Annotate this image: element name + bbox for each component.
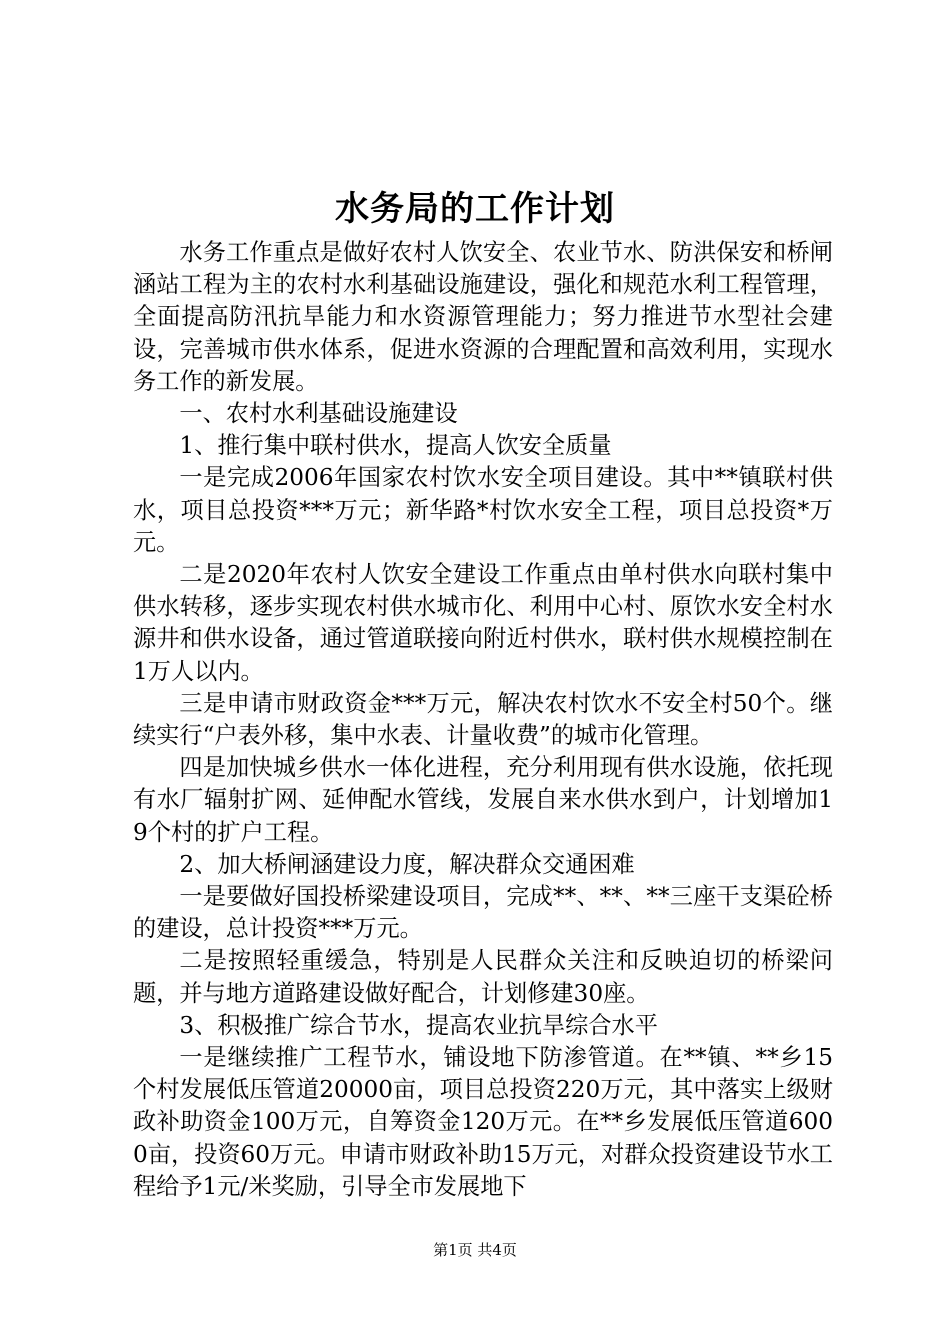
document-title: 水务局的工作计划 xyxy=(335,189,615,229)
subsection-heading-1: 1、推行集中联村供水，提高人饮安全质量 xyxy=(179,432,612,460)
subsection-heading-3: 3、积极推广综合节水，提高农业抗旱综合水平 xyxy=(179,1011,658,1039)
paragraph-item: 三是申请市财政资金***万元，解决农村饮水不安全村50个。继续实行“户表外移，集中水表、计量收费”的城市化管理。 xyxy=(133,689,833,750)
paragraph-intro: 水务工作重点是做好农村人饮安全、农业节水、防洪保安和桥闸涵站工程为主的农村水利基础设施建设，强化和规范水利工程管理，全面提高防汛抗旱能力和水资源管理能力；努力推进节水型社会建设，完善城市供水体系，促进水资源的合理配置和高效利用，实现水务工作的新发展。 xyxy=(133,239,833,395)
paragraph-item: 一是要做好国投桥梁建设项目，完成**、**、**三座干支渠砼桥的建设，总计投资***万元。 xyxy=(133,883,833,943)
document-body xyxy=(133,237,833,1203)
paragraph-item: 一是继续推广工程节水，铺设地下防渗管道。在**镇、**乡15个村发展低压管道20000亩，项目总投资220万元，其中落实上级财政补助资金100万元，自筹资金120万元。在**乡发展低压管道6000亩，投资60万元。申请市财政补助15万元，对群众投资建设节水工程给予1元/米奖励，引导全市发展地下 xyxy=(133,1044,833,1200)
subsection-heading-2: 2、加大桥闸涵建设力度，解决群众交通困难 xyxy=(179,850,635,878)
page-footer: 第1页 共4页 xyxy=(433,1241,517,1259)
paragraph-item: 二是按照轻重缓急，特别是人民群众关注和反映迫切的桥梁问题，并与地方道路建设做好配合，计划修建30座。 xyxy=(133,947,833,1007)
paragraph-item: 一是完成2006年国家农村饮水安全项目建设。其中**镇联村供水，项目总投资***万元；新华路*村饮水安全工程，项目总投资*万元。 xyxy=(133,464,833,556)
section-heading-1: 一、农村水利基础设施建设 xyxy=(179,400,458,428)
paragraph-item: 四是加快城乡供水一体化进程，充分利用现有供水设施，依托现有水厂辐射扩网、延伸配水管线，发展自来水供水到户，计划增加19个村的扩户工程。 xyxy=(133,754,833,846)
paragraph-item: 二是2020年农村人饮安全建设工作重点由单村供水向联村集中供水转移，逐步实现农村供水城市化、利用中心村、原饮水安全村水源井和供水设备，通过管道联接向附近村供水，联村供水规模控制在1万人以内。 xyxy=(133,561,833,685)
